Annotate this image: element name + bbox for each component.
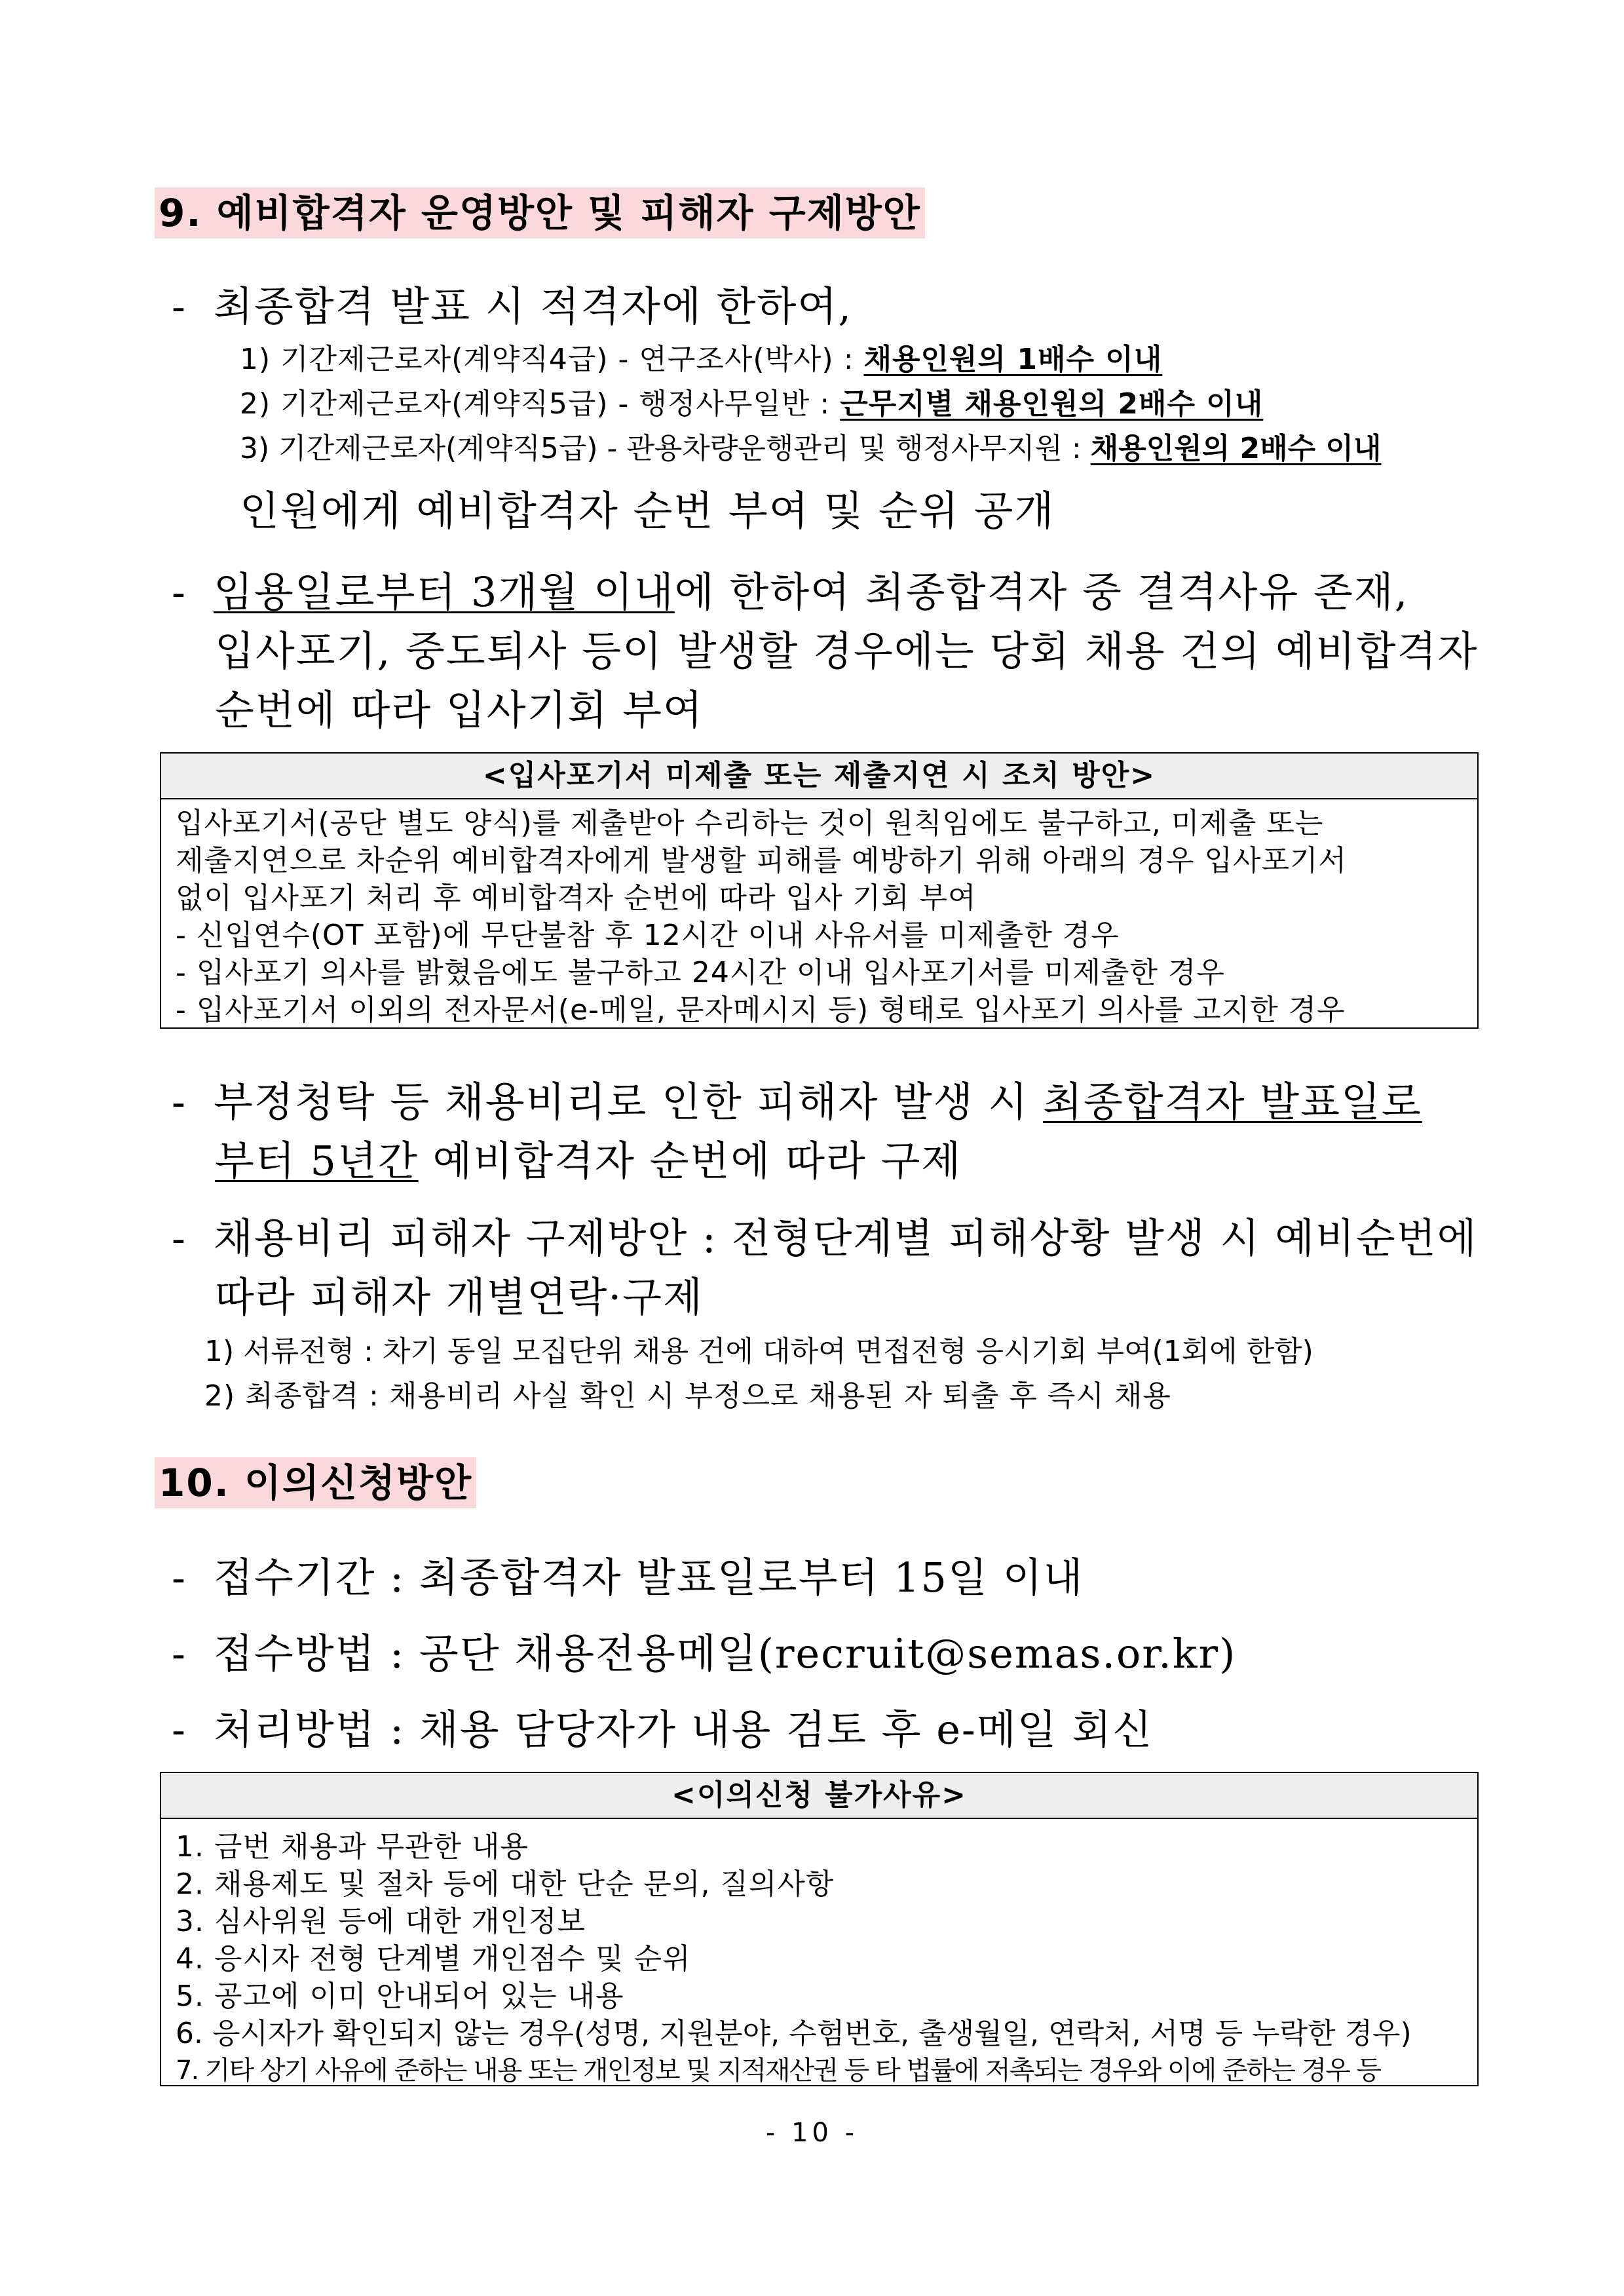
bullet-text: 최종합격 발표 시 적격자에 한하여, — [214, 282, 853, 330]
bullet-text: 채용비리 피해자 구제방안 : 전형단계별 피해상황 발생 시 예비순번에 — [214, 1214, 1478, 1262]
bullet-emphasis: 최종합격자 발표일로 — [1043, 1078, 1422, 1126]
bullet-text: 접수방법 : 공단 채용전용메일(recruit@semas.or.kr) — [214, 1630, 1237, 1677]
sub-item-prefix: 3) 기간제근로자(계약직5급) - 관용차량운행관리 및 행정사무지원 : — [240, 432, 1091, 465]
box-line: 입사포기서(공단 별도 양식)를 제출받아 수리하는 것이 원칙임에도 불구하고, 미제출 또는 — [176, 807, 1324, 840]
sub-item-prefix: 1) 기간제근로자(계약직4급) - 연구조사(박사) : — [240, 343, 864, 376]
sub-item-1 — [240, 335, 1162, 377]
bullet-continuation: 순번에 따라 입사기회 부여 — [215, 686, 704, 734]
relief-item-2: 2) 최종합격 : 채용비리 사실 확인 시 부정으로 채용된 자 퇴출 후 즉시 채용 — [204, 1379, 1171, 1413]
sub-item-emphasis: 근무지별 채용인원의 2배수 이내 — [840, 387, 1264, 421]
relief-item-1: 1) 서류전형 : 차기 동일 모집단위 채용 건에 대하여 면접전형 응시기회 부여(1회에 한함) — [204, 1335, 1313, 1368]
box-line: 7. 기타 상기 사유에 준하는 내용 또는 개인정보 및 지적재산권 등 타 법률에 저촉되는 경우와 이에 준하는 경우 등 — [176, 2056, 1381, 2086]
bullet-continuation — [215, 1128, 962, 1187]
box-line: - 입사포기서 이외의 전자문서(e-메일, 문자메시지 등) 형태로 입사포기 의사를 고지한 경우 — [176, 993, 1346, 1027]
bullet-dash: - — [172, 1554, 187, 1601]
bullet-dash: - — [172, 568, 187, 616]
bullet-receipt-method — [172, 1621, 1236, 1679]
sub-item-3 — [240, 425, 1382, 467]
box-title: <입사포기서 미제출 또는 제출지연 시 조치 방안> — [161, 754, 1477, 799]
bullet-victim-relief — [172, 1206, 1478, 1264]
bullet-continuation: 인원에게 예비합격자 순번 부여 및 순위 공개 — [240, 487, 1055, 535]
section-9-heading: 9. 예비합격자 운영방안 및 피해자 구제방안 — [155, 187, 925, 239]
sub-item-emphasis: 채용인원의 2배수 이내 — [1090, 432, 1382, 465]
sub-item-2 — [240, 380, 1263, 422]
bullet-final-pass — [172, 274, 852, 332]
bullet-receipt-period — [172, 1545, 1084, 1603]
box-body — [161, 799, 1477, 1029]
bullet-emphasis: 부터 5년간 — [215, 1137, 419, 1185]
sub-item-emphasis: 채용인원의 1배수 이내 — [863, 343, 1163, 376]
resignation-notice-box — [160, 752, 1479, 1029]
objection-exclusion-box — [160, 1772, 1479, 2086]
bullet-dash: - — [172, 1630, 187, 1677]
page-number: - 10 - — [765, 2118, 859, 2148]
box-line: - 입사포기 의사를 밝혔음에도 불구하고 24시간 이내 입사포기서를 미제출한 경우 — [176, 956, 1225, 989]
box-line: 2. 채용제도 및 절차 등에 대한 단순 문의, 질의사항 — [176, 1867, 835, 1901]
bullet-dash: - — [172, 1078, 187, 1126]
bullet-processing-method — [172, 1697, 1153, 1755]
bullet-text: 예비합격자 순번에 따라 구제 — [418, 1137, 962, 1185]
bullet-emphasis: 임용일로부터 3개월 이내 — [214, 568, 675, 616]
bullet-hiring-corruption — [172, 1069, 1422, 1128]
box-line: 6. 응시자가 확인되지 않는 경우(성명, 지원분야, 수험번호, 출생월일, 연락처, 서명 등 누락한 경우) — [176, 2017, 1412, 2050]
bullet-text: 접수기간 : 최종합격자 발표일로부터 15일 이내 — [214, 1554, 1084, 1601]
bullet-text: 부정청탁 등 채용비리로 인한 피해자 발생 시 — [214, 1078, 1044, 1126]
section-10-heading: 10. 이의신청방안 — [155, 1457, 476, 1508]
bullet-three-months — [172, 560, 1408, 618]
sub-item-prefix: 2) 기간제근로자(계약직5급) - 행정사무일반 : — [240, 387, 840, 421]
box-line: 5. 공고에 이미 안내되어 있는 내용 — [176, 1980, 624, 2013]
box-body — [161, 1819, 1477, 2090]
box-line: - 신입연수(OT 포함)에 무단불참 후 12시간 이내 사유서를 미제출한 경우 — [176, 919, 1120, 952]
box-line: 제출지연으로 차순위 예비합격자에게 발생할 피해를 예방하기 위해 아래의 경우 입사포기서 — [176, 844, 1348, 877]
box-line: 1. 금번 채용과 무관한 내용 — [176, 1830, 529, 1864]
bullet-dash: - — [172, 1706, 187, 1753]
bullet-text: 에 한하여 최종합격자 중 결격사유 존재, — [674, 568, 1409, 616]
box-line: 4. 응시자 전형 단계별 개인점수 및 순위 — [176, 1942, 691, 1976]
box-line: 3. 심사위원 등에 대한 개인정보 — [176, 1905, 586, 1938]
bullet-continuation: 따라 피해자 개별연락·구제 — [215, 1273, 704, 1321]
bullet-dash: - — [172, 282, 187, 330]
box-line: 없이 입사포기 처리 후 예비합격자 순번에 따라 입사 기회 부여 — [176, 881, 977, 915]
bullet-text: 처리방법 : 채용 담당자가 내용 검토 후 e-메일 회신 — [214, 1706, 1154, 1753]
box-title: <이의신청 불가사유> — [161, 1773, 1477, 1819]
bullet-dash: - — [172, 1214, 187, 1262]
bullet-continuation: 입사포기, 중도퇴사 등이 발생할 경우에는 당회 채용 건의 예비합격자 — [215, 627, 1479, 675]
